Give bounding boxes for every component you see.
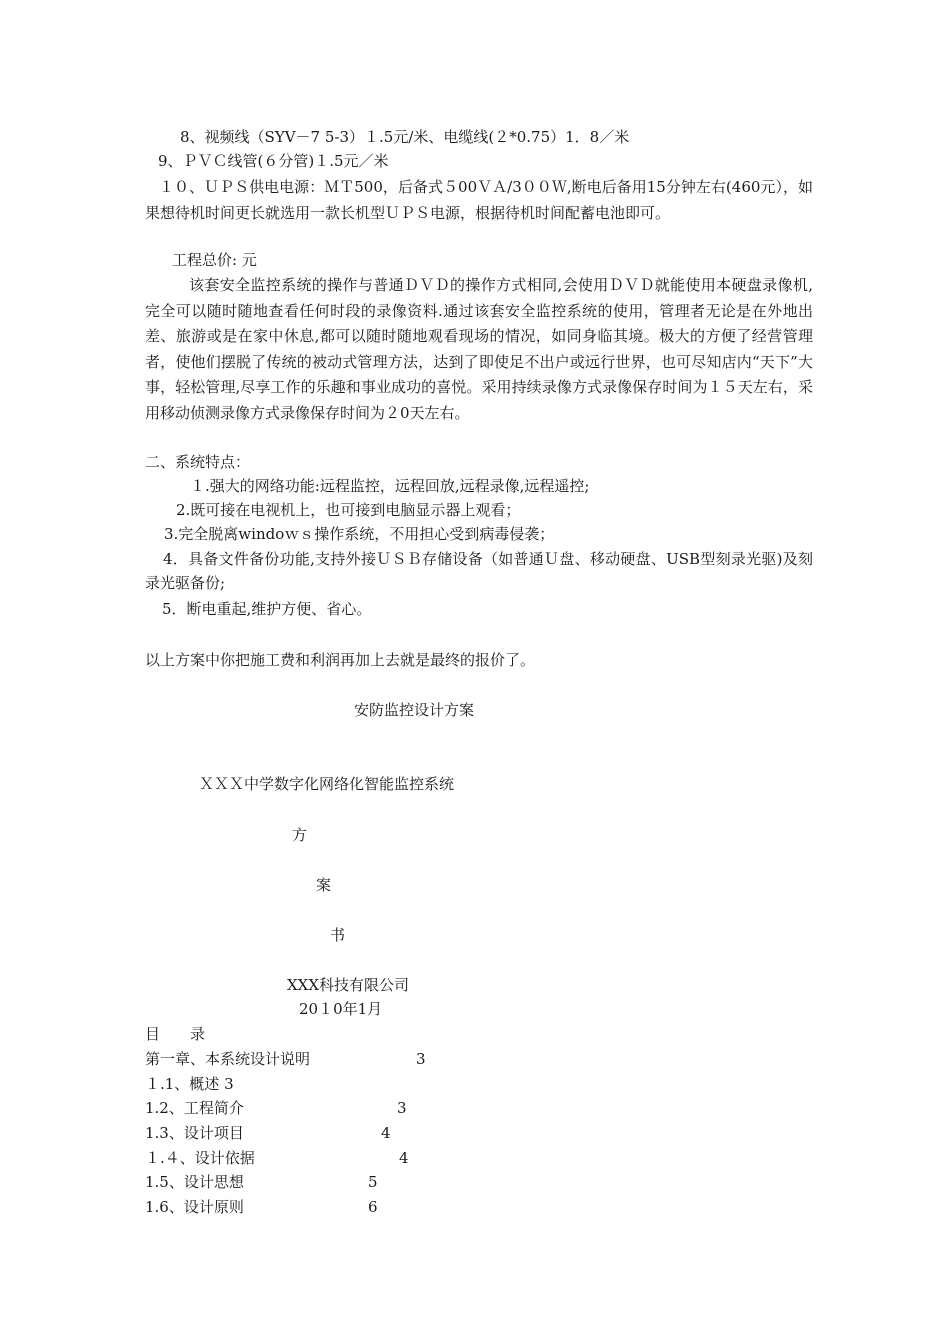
feature-2: 2.既可接在电视机上，也可接到电脑显示器上观看； [176,501,521,519]
cover-title: 安防监控设计方案 [354,701,475,719]
toc-entry-page: 4 [399,1149,409,1167]
feature-1: １.强大的网络功能:远程监控，远程回放,远程录像,远程遥控; [190,477,590,495]
toc-heading: 目 录 [145,1025,206,1043]
cover-subtitle: ＸＸＸ中学数字化网络化智能监控系统 [199,775,455,793]
toc-entry-label: 1.3、设计项目 [145,1124,244,1142]
cost-item-10: １０、ＵＰＳ供电电源：ＭＴ500，后备式５00ＶＡ/3００Ｗ,断电后备用15分钟左右(460元），如果想待机时间更长就选用一款长机型ＵＰＳ电源，根据待机时间配蓄电池即可。 [145,178,813,222]
feature-4: 4．具备文件备份功能,支持外接ＵＳＢ存储设备（如普通Ｕ盘、移动硬盘、USB型刻录光驱)及刻录光驱备份; [145,550,813,592]
toc-entry-page: 3 [397,1099,407,1117]
feature-3: 3.完全脱离windoｗｓ操作系统，不用担心受到病毒侵袭； [164,525,555,543]
cover-char-an: 案 [316,876,332,894]
toc-entry-page: 5 [368,1173,378,1191]
cover-char-shu: 书 [330,926,346,944]
intro-paragraph: 该套安全监控系统的操作与普通ＤＶＤ的操作方式相同,会使用ＤＶＤ就能使用本硬盘录像机,完全可以随时随地查看任何时段的录像资料.通过该套安全监控系统的使用，管理者无论是在外地出差、旅游或是在家中休息,都可以随时随地观看现场的情况，如同身临其境。极大的方便了经营管理者，使他们摆脱了传统的被动式管理方法，达到了即使足不出户或远行世界，也可尽知店内“天下”大事，轻松管理,尽享工作的乐趣和事业成功的喜悦。采用持续录像方式录像保存时间为１５天左右，采用移动侦测录像方式录像保存时间为２0天左右。 [145,276,813,422]
toc-entry-label: 第一章、本系统设计说明 [145,1050,311,1068]
toc-entry-page: 4 [381,1124,391,1142]
features-heading: 二、系统特点： [145,453,251,471]
toc-entry-label: 1.2、工程简介 [145,1099,244,1117]
toc-entry-label: 1.6、设计原则 [145,1198,244,1216]
cover-char-fang: 方 [292,826,308,844]
cover-date: 20１0年1月 [299,1000,383,1018]
toc-entry-page: 6 [368,1198,378,1216]
toc-entry-label: 1.5、设计思想 [145,1173,244,1191]
project-total: 工程总价: 元 [172,251,257,269]
cost-item-8: 8、视频线（SYV－7 5-3）１.5元/米、电缆线(２*0.75）1．8／米 [180,128,630,146]
feature-5: 5．断电重起,维护方便、省心。 [162,600,372,618]
toc-entry-label: １.1、概述 3 [145,1075,234,1093]
cost-item-9: 9、ＰＶＣ线管(６分管)１.5元／米 [158,152,389,170]
closing-remark: 以上方案中你把施工费和利润再加上去就是最终的报价了。 [145,651,536,669]
toc-entry-label: １.４、设计依据 [145,1149,255,1167]
toc-entry-page: 3 [416,1050,426,1068]
cover-company: XXX科技有限公司 [287,976,410,994]
